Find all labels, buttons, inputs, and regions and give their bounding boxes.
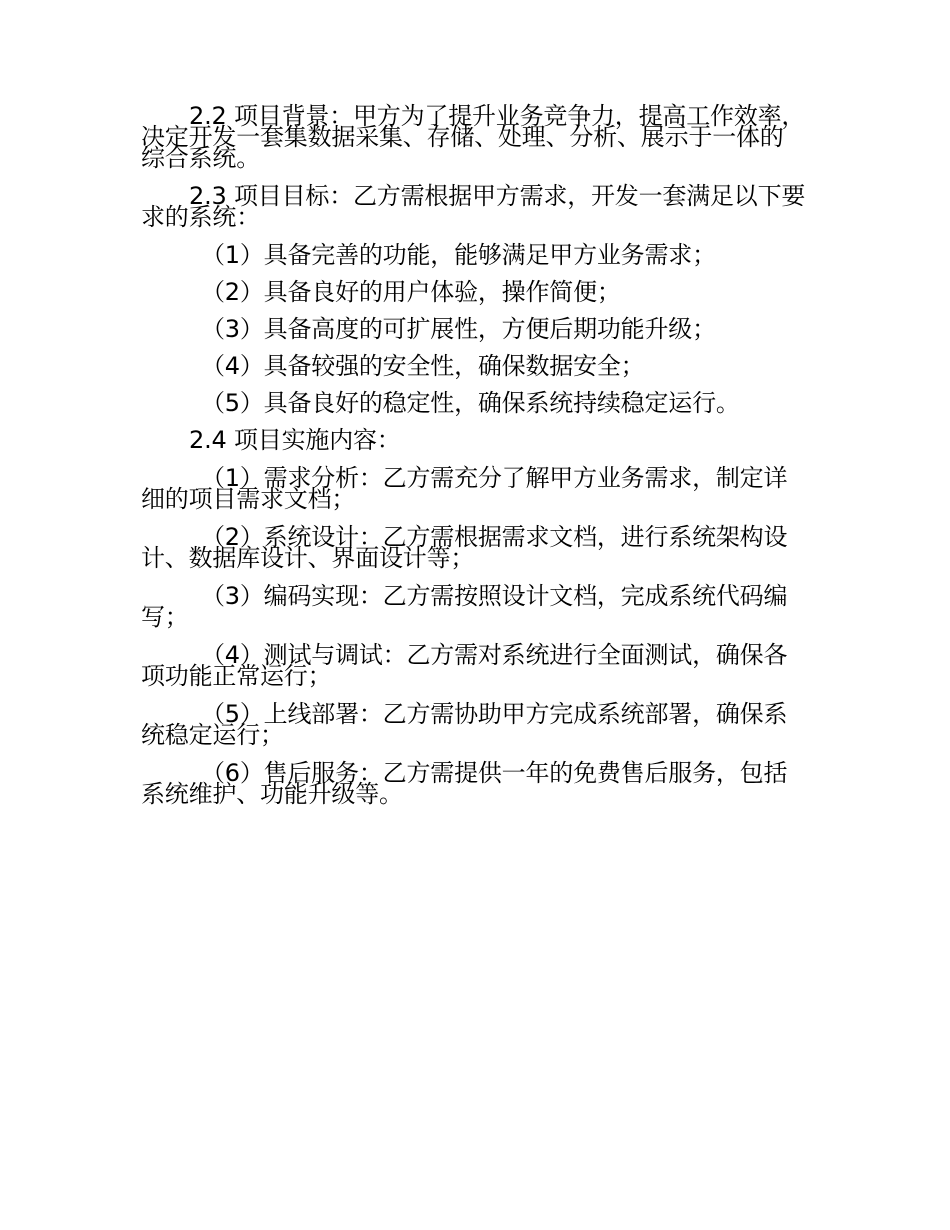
section-background-paragraph: 2.2 项目背景：甲方为了提升业务竞争力，提高工作效率，决定开发一套集数据采集、存储、处理、分析、展示于一体的综合系统。 [141,102,806,172]
goal-item: （2）具备良好的用户体验，操作简便； [201,278,621,306]
goal-item: （4）具备较强的安全性，确保数据安全； [201,352,645,380]
content-item: （2）系统设计：乙方需根据需求文档，进行系统架构设计、数据库设计、界面设计等； [141,523,788,572]
content-item: （4）测试与调试：乙方需对系统进行全面测试，确保各项功能正常运行； [141,641,788,690]
document-body [141,102,806,822]
content-item: （5）上线部署：乙方需协助甲方完成系统部署，确保系统稳定运行； [141,700,788,749]
goal-item: （3）具备高度的可扩展性，方便后期功能升级； [201,315,716,343]
goal-item: （5）具备良好的稳定性，确保系统持续稳定运行。 [201,389,740,417]
content-item: （3）编码实现：乙方需按照设计文档，完成系统代码编写； [141,582,788,631]
content-item: （6）售后服务：乙方需提供一年的免费售后服务，包括系统维护、功能升级等。 [141,759,788,808]
goal-item: （1）具备完善的功能，能够满足甲方业务需求； [201,241,716,269]
section-content-heading: 2.4 项目实施内容： [189,426,401,454]
section-goal-paragraph: 2.3 项目目标：乙方需根据甲方需求，开发一套满足以下要求的系统： [141,182,806,231]
content-item: （1）需求分析：乙方需充分了解甲方业务需求，制定详细的项目需求文档； [141,464,788,513]
